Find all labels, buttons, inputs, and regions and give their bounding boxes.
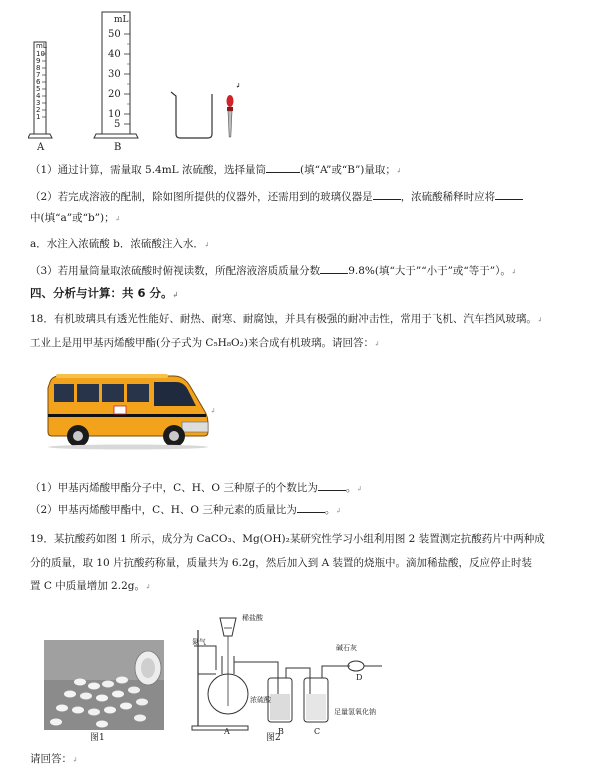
q17-options: a．水注入浓硫酸 b．浓硫酸注入水．↲ xyxy=(30,238,210,250)
cylinder-a-tick: 2 xyxy=(36,106,41,114)
lab-apparatus-figure xyxy=(28,4,258,154)
cylinder-a-unit: mL xyxy=(36,42,47,50)
graduated-cylinder-a xyxy=(28,42,52,153)
q18-stem-text-2: 工业上是用甲基丙烯酸甲酯(分子式为 C₅H₈O₂)来合成有机玻璃。请回答： xyxy=(30,337,374,349)
label-hydrochloric-acid: 稀盐酸 xyxy=(242,614,263,622)
q19-stem-text-2: 分的质量，取 10 片抗酸药称量，质量共为 6.2g，然后加入到 A 装置的烧瓶中。滴加稀盐酸，反应停止时装 xyxy=(30,557,533,569)
school-bus-image xyxy=(42,370,214,450)
cylinder-a-tick: 6 xyxy=(36,78,41,86)
label-soda-lime: 碱石灰 xyxy=(336,644,357,652)
q17-part1: （1）通过计算，需量取 5.4mL 浓硫酸，选择量筒 (填“A”或“B”)量取；↲ xyxy=(30,161,402,178)
q19-stem-line2 xyxy=(30,556,532,570)
q19-stem-line3: 置 C 中质量增加 2.2g。↲ xyxy=(30,580,151,592)
q18-part1-text-a: （1）甲基丙烯酸甲酯分子中，C、H、O 三种原子的个数比为 xyxy=(30,482,318,494)
q19-stem-text-3: 置 C 中质量增加 2.2g。 xyxy=(30,580,145,592)
answer-blank[interactable] xyxy=(373,188,401,200)
cylinder-a-tick: 4 xyxy=(36,92,41,100)
q17-part1-text-a: （1）通过计算，需量取 5.4mL 浓硫酸，选择量筒 xyxy=(30,164,266,176)
q18-part1-text-b: 。 xyxy=(345,482,357,494)
answer-blank[interactable] xyxy=(318,479,346,491)
beaker xyxy=(171,92,212,138)
experiment-apparatus-diagram xyxy=(186,610,406,736)
q19-answer-prompt-text: 请回答： xyxy=(30,753,72,765)
cylinder-b-unit: mL xyxy=(114,15,129,25)
svg-text:↲: ↲ xyxy=(235,82,241,90)
q18-stem-text-1: 18．有机玻璃具有透光性能好、耐热、耐寒、耐腐蚀，并具有极强的耐冲击性，常用于飞机、汽车挡风玻璃。 xyxy=(30,313,537,325)
q17-part1-text-b: (填“A”或“B”)量取； xyxy=(299,164,396,176)
q17-part2-text-b: ，浓硫酸稀释时应将 xyxy=(400,191,496,203)
cylinder-b-tick: 5 xyxy=(114,119,121,130)
cylinder-a-tick: 3 xyxy=(36,99,41,107)
q19-stem-line1 xyxy=(30,532,545,546)
cylinder-a-tick: 8 xyxy=(36,64,41,72)
answer-blank[interactable] xyxy=(297,501,325,513)
label-sulfuric-acid: 浓硫酸 xyxy=(250,696,271,704)
cylinder-a-tick: 5 xyxy=(36,85,41,93)
q18-part2-text-a: （2）甲基丙烯酸甲酯中，C、H、O 三种元素的质量比为 xyxy=(30,504,297,516)
q17-part2 xyxy=(30,188,523,204)
cylinder-b-tick: 40 xyxy=(108,49,121,60)
cylinder-a-tick: 9 xyxy=(36,57,41,65)
label-a: A xyxy=(224,727,230,736)
cylinder-a-tick: 10 xyxy=(36,50,45,58)
cylinder-b-tick: 10 xyxy=(108,109,121,120)
q18-stem-line1: 18．有机玻璃具有透光性能好、耐热、耐寒、耐腐蚀，并具有极强的耐冲击性，常用于飞机、汽车挡风玻璃。↲ xyxy=(30,313,543,325)
label-b: B xyxy=(278,727,284,736)
answer-blank[interactable] xyxy=(320,262,348,274)
section-title-text: 四、分析与计算：共 6 分。 xyxy=(30,286,173,300)
figure-1-caption: 图1 xyxy=(90,733,105,743)
cylinder-a-tick: 1 xyxy=(36,113,41,121)
cylinder-b-tick: 50 xyxy=(108,29,121,40)
q17-part2-text-c: 中(填“a”或“b”)； xyxy=(30,212,115,224)
q17-part3-text-b: 9.8%(填“大于”“小于”或“等于”）。 xyxy=(348,265,511,277)
cylinder-b-tick: 30 xyxy=(108,69,121,80)
antacid-pills-image xyxy=(44,640,164,730)
cylinder-a-tick: 7 xyxy=(36,71,41,79)
graduated-cylinder-b xyxy=(94,12,138,153)
q17-options-text: a．水注入浓硫酸 b．浓硫酸注入水． xyxy=(30,238,204,250)
q17-part3-text-a: （3）若用量筒量取浓硫酸时俯视读数，所配溶液溶质质量分数 xyxy=(30,265,321,277)
q19-answer-prompt: 请回答：↲ xyxy=(30,753,78,765)
q18-part1: （1）甲基丙烯酸甲酯分子中，C、H、O 三种原子的个数比为 。↲ xyxy=(30,479,362,496)
q17-part3: （3）若用量筒量取浓硫酸时俯视读数，所配溶液溶质质量分数 9.8%(填“大于”“小于”或“等于”）。↲ xyxy=(30,262,517,279)
q18-part2: （2）甲基丙烯酸甲酯中，C、H、O 三种元素的质量比为 。↲ xyxy=(30,501,341,518)
dropper xyxy=(227,95,234,137)
q18-part2-text-b: 。 xyxy=(324,504,336,516)
label-nitrogen: 氮气 xyxy=(192,638,206,646)
cylinder-a-label: A xyxy=(37,142,45,153)
q18-stem-line2: 工业上是用甲基丙烯酸甲酯(分子式为 C₅H₈O₂)来合成有机玻璃。请回答：↲ xyxy=(30,337,380,349)
figure-2-caption: 图2 xyxy=(266,733,281,743)
section-title: 四、分析与计算：共 6 分。↲ xyxy=(30,286,179,300)
q19-stem-text-1: 19．某抗酸药如图 1 所示，成分为 CaCO₃、Mg(OH)₂某研究性学习小组利用图 2 装置测定抗酸药片中两种成 xyxy=(30,533,545,545)
q17-part2-cont: 中(填“a”或“b”)；↲ xyxy=(30,212,121,224)
answer-blank[interactable] xyxy=(495,188,523,200)
label-d: D xyxy=(356,673,363,682)
cylinder-b-label: B xyxy=(114,142,122,153)
label-c: C xyxy=(314,727,321,736)
answer-blank[interactable] xyxy=(266,161,300,173)
cylinder-b-tick: 20 xyxy=(108,89,121,100)
q17-part2-text-a: （2）若完成溶液的配制，除如图所提供的仪器外，还需用到的玻璃仪器是 xyxy=(30,191,373,203)
label-sodium-hydroxide: 足量氢氧化钠 xyxy=(334,708,376,716)
